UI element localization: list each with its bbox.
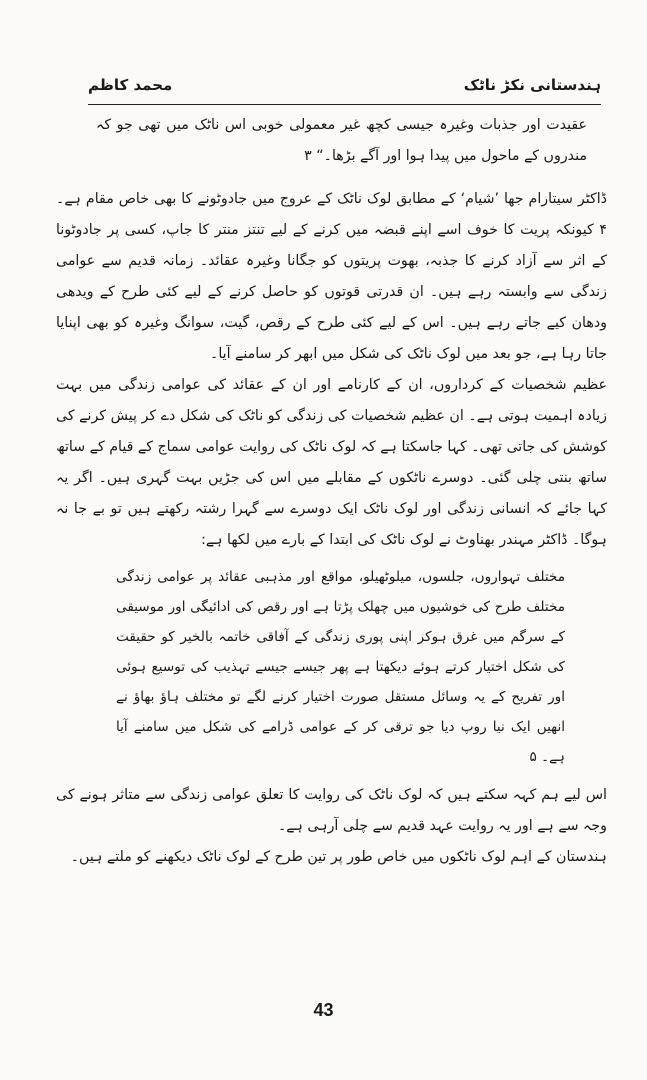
paragraph-quote-end: عقیدت اور جذبات وغیرہ جیسی کچھ غیر معمولی خوبی اس ناٹک میں تھی جو کہ مندروں کے ماحول میں پیدا ہوا اور آگے بڑھا۔“ ۳ <box>96 117 587 164</box>
paragraph-azeem-shakhsiyat: عظیم شخصیات کے کرداروں، ان کے کارنامے اور ان کے عقائد کی عوامی زندگی میں بہت زیادہ اہمیت ہوتی ہے۔ ان عظیم شخصیات کی زندگی کو ناٹک کی شکل دے کر پیش کرنے کی کوشش کی جاتی تھی۔ کہا جاسکتا ہے کہ لوک ناٹک کی روایت عوامی سماج کے قیام کے ساتھ ساتھ بنتی چلی گئی۔ دوسرے ناٹکوں کے مقابلے میں اس کی جڑیں بہت گہری ہیں۔ اگر یہ کہا جائے کہ انسانی زندگی اور لوک ناٹک ایک دوسرے سے گہرا رشتہ رکھتے ہیں تو بے جا نہ ہوگا۔ ڈاکٹر مہندر بھناوٹ نے لوک ناٹک کی ابتدا کے بارے میں لکھا ہے: <box>56 377 607 548</box>
page-number: 43 <box>313 1000 334 1020</box>
block-quote: مختلف تہواروں، جلسوں، میلوٹھیلو، مواقع اور مذہبی عقائد پر عوامی زندگی مختلف طرح کی خوشیوں میں چھلک پڑتا ہے اور رقص کی ادائیگی اور موسیقی کے سرگم میں غرق ہوکر اپنی پوری زندگی کے آفاقی خاتمہ بالخیر کو حقیقت کی شکل اختیار کرتے ہوئے دیکھتا ہے پھر جیسے جیسے تہذیب کی توسیع ہوئی اور تفریح کے یہ وسائل مستقل صورت اختیار کرنے لگے تو مختلف ہاؤ بھاؤ نے انھیں ایک نیا روپ دیا جو ترقی کر کے عوامی ڈرامے کی شکل میں سامنے آیا ہے۔ ۵ <box>116 569 565 765</box>
paragraph-jadu-tona: ڈاکٹر سیتارام جھا ’شیام‘ کے مطابق لوک ناٹک کے عروج میں جادوٹونے کا بھی خاص مقام ہے۔ ۴ کیونکہ پریت کا خوف اسے اپنے قبضہ میں کرنے کے لیے تنتز منتر کا جاپ، کسی پر جادوٹونا کے اثر سے آزاد کرنے کا جذبہ، بھوت پریتوں کو جگانا وغیرہ عقائد۔ زمانہ قدیم سے عوامی زندگی سے وابستہ رہے ہیں۔ ان قدرتی قوتوں کو حاصل کرنے کے لیے کئی طرح کے ویدھی ودھان کیے جاتے رہے ہیں۔ اس کے لیے کئی طرح کے رقص، گیت، سوانگ وغیرہ کو بھی اپنایا جاتا رہا ہے، جو بعد میں لوک ناٹک کی شکل میں ابھر کر سامنے آیا۔ <box>56 191 607 362</box>
running-header <box>88 70 601 105</box>
author-name: محمد کاظم <box>88 76 173 94</box>
page-body <box>56 110 607 873</box>
paragraph-types: ہندستان کے اہم لوک ناٹکوں میں خاص طور پر تین طرح کے لوک ناٹک دیکھنے کو ملتے ہیں۔ <box>70 849 607 865</box>
book-title: ہندستانی نکڑ ناٹک <box>463 76 601 94</box>
paragraph-conclusion: اس لیے ہم کہہ سکتے ہیں کہ لوک ناٹک کی روایت کا تعلق عوامی زندگی سے متاثر ہونے کی وجہ سے ہے اور یہ روایت عہد قدیم سے چلی آرہی ہے۔ <box>56 787 607 834</box>
